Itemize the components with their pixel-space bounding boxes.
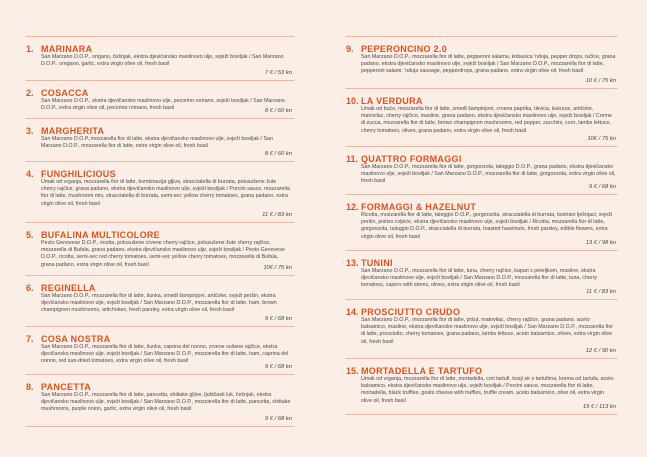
menu-item-price: 9 € / 68 kn [264,416,292,422]
menu-item-heading [26,168,116,179]
menu-item-name: QUATTRO FORMAGGI [361,153,462,164]
menu-item-description: San Marzano D.O.P., mozzarella fior di latte, pepperoni salama, kobasica 'nduja, pepper drops, tučice, grana padano, ekstra djevičansko maslinovo ulje, svježi bosiljak / San Marzano D.O.P., mozzarella fior di latte, pepperoni salami, 'nduja sausage, pepperdrops, grana padano, extra virgin olive oil, fresh basil [361,54,616,75]
menu-item-price: 10€ / 75 kn [263,265,292,271]
menu-item-heading [26,125,104,136]
menu-item [26,276,294,327]
menu-item-number: 10. [346,95,359,106]
menu-item-price: 10€ / 75 kn [587,136,616,142]
menu-item [346,89,618,147]
menu-item-number: 15. [346,365,359,376]
menu-item [26,119,294,162]
menu-item-number: 4. [26,168,34,179]
menu-item-heading [26,282,96,293]
menu-item [26,375,294,427]
menu-item-name: BUFALINA MULTICOLORE [41,229,160,240]
menu-item-heading [26,229,160,240]
menu-item-name: PROSCIUTTO CRUDO [361,306,461,317]
menu-item-heading [26,87,89,98]
menu-item-number: 5. [26,229,34,240]
menu-item [26,81,294,119]
menu-item-description: Umak od vrganja, mozzarella fior di latte, kombinacija gljiva, stracciatella di burrata, polusušene žute cherry rajčice, grana padano, ekstra djevičansko maslinovo ulje, svježi bosiljak / Porcini sauce, mozzarella fior di latte, mushroom mix, stracciatella di burrata, semi-sec yellow cherry tomatoes, grana padano, extra virgin olive oil, fresh basil [41,179,290,207]
menu-item-description: Pesto Genovese D.O.P., ricotta, polusušene crvene cherry rajčice, polusušene žute cherry rajčice, mozzarella di Bufala, grana padano, ekstra djevičansko maslinovo ulje, svježi bosiljak / Pesto Genovese D.O.P., ricotta, semi-sec red cherry tomatoes, semi-sec yellow cherry tomatoes, mozzarella di Bufala, grana padano, extra virgin olive oil, fresh basil [41,240,285,268]
menu-item-description: Umak od buče, mozzarella fior di latte, smeđi šampinjoni, crvena paprika, tikvica, kukuruz, artičoke, matovilac, cherry rajčice, masline, grana padano, ekstra djevičansko maslinovo ulje, svježi bosiljak / Creme di zucca, mozzarella fior di latte, brown champignon mushrooms, red pepper, zucchini, corn, lambs lettuce, cherry tomatoes, olives, grana padano, extra virgin olive oil, fresh basil [361,106,612,134]
menu-item-name: REGINELLA [41,282,96,293]
menu-item-price: 15 € / 113 kn [582,404,616,410]
menu-item-name: TUNINI [361,257,393,268]
menu-item-name: FORMAGGI & HAZELNUT [361,201,477,212]
menu-item-price: 9 € / 68 kn [264,316,292,322]
menu-item-description: San Marzano D.O.P., origano, češnjak, ekstra djevičansko maslinovo ulje, svježi bosiljak / San Marzano D.O.P., oregano, garlic, extra virgin olive oil, fresh basil [41,54,284,68]
menu-item-name: MORTADELLA E TARTUFO [361,365,483,376]
menu-item-description: San Marzano D.O.P.,mozzarella fior di latte, ekstra djevičansko maslinovo ulje, svježi bosiljak / San Marzano D.O.P., mozzarella fior di latte, extra virgin olive oil, fresh basil [41,136,273,150]
menu-item-description: San Marzano D.O.P., mozzarella fior di latte, šunka, caprina del nonno, crvene sušene rajčice, ekstra djevičansko maslinovo ulje, svježi bosiljak / San Marzano D.O.P., mozzarella fior di latte, ham, caprina del nonno, red sun-dried tomatoes, extra virgin olive oil, fresh basil [41,344,289,365]
menu-item-price: 9 € / 68 kn [588,184,616,190]
menu-column-left [26,36,294,427]
menu-item-price: 8 € / 60 kn [264,151,292,157]
menu-item-number: 13. [346,257,359,268]
menu-item-price: 8 € / 60 kn [264,108,292,114]
menu-item-description: San Marzano D.O.P., mozzarella fior di latte, pancetta, shiitake gljive, ljubičasti luk, češnjak, ekstra djevičansko maslinovo ulje, svježi bosiljak / San Marzano D.O.P., mozzarella fior di latte, pancetta, shiitake mushrooms, purple onion, garlic, extra virgin olive oil, fresh basil [41,392,291,413]
menu-item-name: FUNGHILICIOUS [41,168,116,179]
menu-item [346,36,618,89]
menu-item-name: MARINARA [41,43,93,54]
menu-item-heading [346,95,423,106]
menu-item-description: San Marzano D.O.P., mozzarella fior di latte, gorgonzola, taleggio D.O.P., grana padano, ekstra djevičansko maslinovo ulje, svježi bosiljak / San Marzano D.O.P., mozzarella fior di latte, gorgonzola, extra virgin olive oil, fresh basil [361,164,616,185]
menu-item-name: LA VERDURA [361,95,423,106]
menu-item [26,327,294,375]
menu-item-number: 8. [26,381,34,392]
menu-item-heading [346,153,462,164]
menu-item-price: 13 € / 98 kn [585,240,616,246]
menu-item [26,162,294,223]
menu-item-number: 6. [26,282,34,293]
menu-item-number: 1. [26,43,34,54]
menu-item-heading [346,43,447,54]
menu-item-name: PANCETTA [41,381,92,392]
menu-item-description: San Marzano D.O.P., mozzarella fior di latte, tuna, cherry rajčice, kapari s peteljkom, masline, ekstra djevičansko maslinovo ulje, svježi bosiljak / San Marzano D.O.P., mozzarella fior di latte, tuna, cherry tomatoes, capers with stems, olives, extra virgin olive oil, fresh basil [361,268,598,289]
menu-item-price: 11 € / 83 kn [586,289,616,295]
menu-item [26,36,294,81]
menu-item-heading [346,306,460,317]
menu-item-price: 7 € / 53 kn [264,70,292,76]
menu-item-number: 9. [346,43,354,54]
menu-item-name: COSA NOSTRA [41,333,111,344]
menu-item [346,147,618,195]
menu-item-heading [346,365,482,376]
menu-item [26,223,294,276]
menu-item-description: Umak od vrganja, mozzarella fior di latte, mortadella, crni tartufi, kozji sir s tartufima, krema od tartufa, aceto balsamico, ekstra djevičansko maslinovo ulje, svježi bosiljak / Porcini sauce, mozzarella fior di latte, mortadella, black truffles, goats cheese with truffles, truffle cream, aceto balsamico, olive oil, extra virgin olive oil, fresh basil [361,376,614,404]
menu-item-price: 10 € / 75 kn [585,78,616,84]
menu-item-number: 11. [346,153,359,164]
menu-item-heading [26,333,110,344]
menu-item-name: COSACCA [41,87,89,98]
menu-item-heading [26,43,92,54]
menu-item-price: 11 € / 83 kn [262,212,292,218]
menu-item-heading [346,201,476,212]
menu-item [346,359,618,415]
menu-item-description: San Marzano D.O.P., mozzarella fior di latte, pršut, matovilac, cherry rajčice, grana padano, aceto balsamico, masline, ekstra djevičansko maslinovo ulje, svježi bosiljak / San Marzano D.O.P., mozzarella fior di latte, prosciutto, cherry tomatoes, grana padano, lambs lettuce, aceto balsamico, olives, extra virgin olive oil, fresh basil [361,317,613,345]
menu-item-description: Ricotta, mozzarella fior di latte, taleggio D.O.P., gorgonzola, stracciatella di burrata, tostirani lješnjaci, svježi peršin, jestivo cvijeće, ekstra djevičansko maslinovo ulje, svježi bosiljak / Ricotta, mozzarella fior di latte, gorgonzola, taleggio D.O.P., stracciatella di burrata, toasted hazelnuts, fresh parsley, edible flowers, extra virgin olive oil, fresh basil [361,212,613,240]
menu-item-heading [346,257,393,268]
menu-column-right [346,36,618,415]
menu-item-description: San Marzano D.O.P., mozzarella fior di latte, šunka, smeđi šampinjoni, artičoke, svježi peršin, ekstra djevičansko maslinovo ulje, svježi bosiljak / San Marzano D.O.P., mozzarella fior di latte, ham, brown champignon mushrooms, artichokes, fresh parsley, extra virgin olive oil, fresh basil [41,293,277,314]
menu-item-name: MARGHERITA [41,125,105,136]
menu-item-heading [26,381,91,392]
menu-item-number: 12. [346,201,359,212]
menu-item-description: San Marzano D.O.P., ekstra djevičansko maslinovo ulje, pecorino romano, svježi bosiljak / San Marzano D.O.P., extra virgin olive oil, pecorino romano, fresh basil [41,98,285,112]
menu-item-number: 2. [26,87,34,98]
menu-item [346,300,618,359]
menu-item [346,195,618,251]
menu-item-number: 3. [26,125,34,136]
menu-item-number: 7. [26,333,34,344]
menu-item-number: 14. [346,306,359,317]
menu-item-name: PEPERONCINO 2.0 [361,43,448,54]
menu-item-price: 12 € / 90 kn [585,348,616,354]
menu-item-price: 9 € / 68 kn [264,364,292,370]
menu-item [346,251,618,300]
